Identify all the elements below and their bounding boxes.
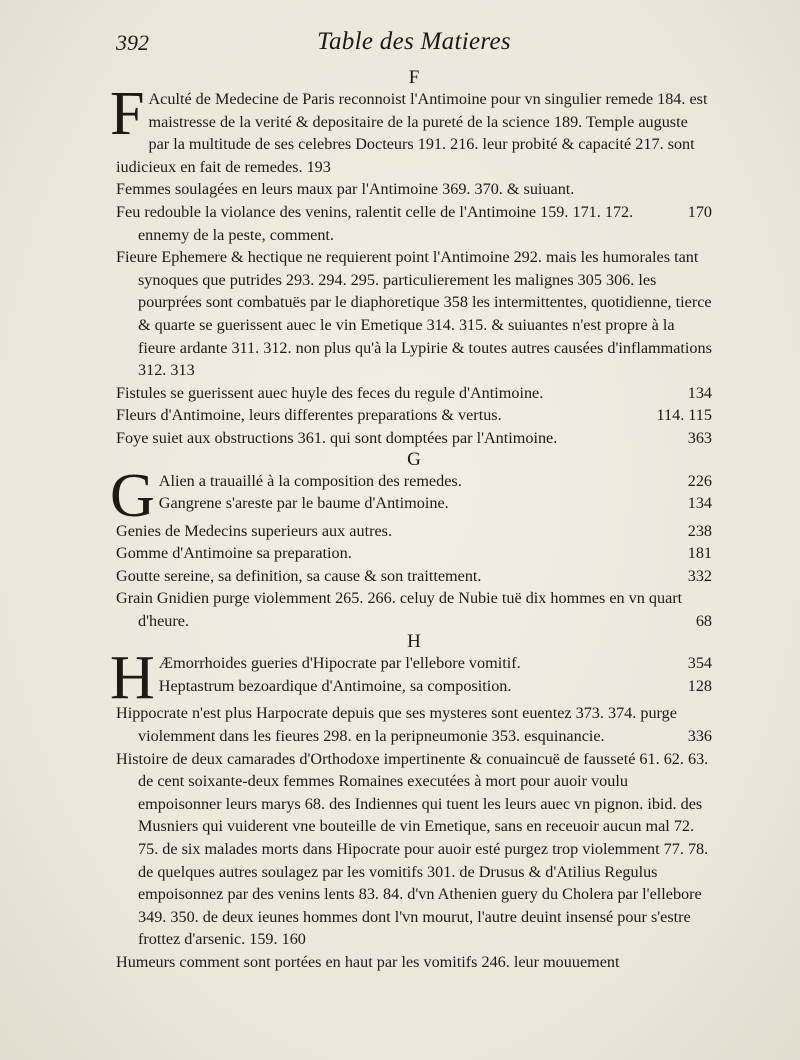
entry-line xyxy=(116,652,712,675)
index-entry xyxy=(110,644,712,713)
entry-text: Foye suiet aux obstructions 361. qui sont domptées par l'Antimoine. xyxy=(116,428,558,447)
section-letter-g: G xyxy=(407,448,421,470)
index-entry xyxy=(116,565,712,588)
entry-text: Alien a trauaillé à la composition des remedes. xyxy=(158,471,462,490)
drop-cap: G xyxy=(110,461,155,530)
entry-text: Histoire de deux camarades d'Orthodoxe impertinente & conuaincuë de fausseté 61. 62. 63. de cent soixante-deux femmes Romaines executées à mort pour auoir voulu empoisonner leurs marys 68. des Indiennes qui tuent les leurs auec vn pignon. ibid. des Musniers qui vuiderent vne bouteille de vin Emetique, sans en receuoir aucun mal 72. 75. de six malades morts dans Hipocrate pour auoir esté purgez trop violemment 77. 78. de quelques autres soulagez par les vomitifs 301. de Drusus & d'Atilius Regulus empoisonnez par des venins lents 83. 84. d'vn Athenien guery du Cholera par l'ellebore 349. 350. de deux ieunes hommes dont l'vn mourut, l'autre deuint insensé pour s'estre frottez d'arsenic. 159. 160 xyxy=(116,749,709,949)
entry-text: Femmes soulagées en leurs maux par l'Antimoine 369. 370. & suiuant. xyxy=(116,180,575,199)
page-reference: 170 xyxy=(687,202,712,221)
entry-text: Humeurs comment sont portées en haut par les vomitifs 246. leur mouuement xyxy=(116,953,620,971)
index-entry xyxy=(116,702,712,747)
page-reference: 363 xyxy=(687,428,712,447)
entry-text: Feu redouble la violance des venins, ralentit celle de l'Antimoine 159. 171. 172. ennemy de la peste, comment. xyxy=(116,202,634,244)
drop-cap: H xyxy=(110,644,155,713)
entry-text: Gomme d'Antimoine sa preparation. xyxy=(116,544,352,563)
page-reference: 226 xyxy=(687,471,712,490)
entry-text: Fieure Ephemere & hectique ne requierent point l'Antimoine 292. mais les humorales tant synoques que putrides 293. 294. 295. particulierement les malignes 305 306. les pourprées sont combatuës par le diaphoretique 358 les intermittentes, quotidienne, tierce & quarte se guerissent auec le vin Emetique 314. 315. & suiuantes n'est propre à la fieure ardante 311. 312. non plus qu'à la Lypirie & toutes autres causées d'inflammations 312. 313 xyxy=(116,248,712,380)
entry-text: Goutte sereine, sa definition, sa cause & son traittement. xyxy=(116,566,482,585)
index-entry xyxy=(110,80,712,178)
entry-text: Grain Gnidien purge violemment 265. 266. celuy de Nubie tuë dix hommes en vn quart d'heure. xyxy=(116,589,683,630)
page-reference: 114. 115 xyxy=(656,406,712,425)
drop-cap: F xyxy=(110,80,145,148)
page-reference: 128 xyxy=(687,677,712,696)
index-entry xyxy=(116,201,712,246)
page-reference: 336 xyxy=(687,727,712,746)
index-entry xyxy=(116,748,712,951)
page-reference: 238 xyxy=(687,521,712,540)
entry-line xyxy=(116,492,712,515)
entry-text: Fistules se guerissent auec huyle des feces du regule d'Antimoine. xyxy=(116,383,544,402)
page-reference: 68 xyxy=(695,611,712,630)
index-entry xyxy=(116,520,712,543)
section-letter-f: F xyxy=(408,67,420,88)
entry-text: Heptastrum bezoardique d'Antimoine, sa composition. xyxy=(158,677,512,696)
index-entry xyxy=(116,542,712,565)
page-reference: 134 xyxy=(687,383,712,402)
index-entry xyxy=(116,427,712,450)
page-reference: 332 xyxy=(687,566,712,585)
index-entry xyxy=(110,461,712,530)
entry-line xyxy=(116,675,712,698)
running-title: Table des Matieres xyxy=(317,28,511,55)
section-letter-h: H xyxy=(407,631,421,653)
entry-text: Fleurs d'Antimoine, leurs differentes preparations & vertus. xyxy=(116,406,502,425)
section-h xyxy=(110,631,712,973)
index-entry xyxy=(116,382,712,405)
page-reference: 354 xyxy=(687,654,712,673)
index-entry xyxy=(116,178,712,201)
entry-text: Æmorrhoides gueries d'Hipocrate par l'ellebore vomitif. xyxy=(158,654,521,673)
index-entry xyxy=(116,404,712,427)
page-header xyxy=(116,28,712,68)
entry-line xyxy=(116,470,712,493)
index-entry xyxy=(116,951,712,974)
page-number: 392 xyxy=(116,30,149,55)
entry-text: Genies de Medecins superieurs aux autres. xyxy=(116,521,392,540)
index-entry xyxy=(116,246,712,382)
entry-text: Hippocrate n'est plus Harpocrate depuis que ses mysteres sont euentez 373. 374. purge violemment dans les fieures 298. en la peripneumonie 353. esquinancie. xyxy=(116,704,677,746)
entry-text: Gangrene s'areste par le baume d'Antimoine. xyxy=(158,494,449,513)
index-entry xyxy=(116,587,712,632)
page-reference: 134 xyxy=(687,494,712,513)
section-g xyxy=(110,448,712,633)
entry-text: Aculté de Medecine de Paris reconnoist l'Antimoine pour vn singulier remede 184. est maistresse de la verité & depositaire de la pureté de la science 189. Temple auguste par la multitude de ses celebres Docteurs 191. 216. leur probité & capacité 217. sont iudicieux en fait de remedes. 193 xyxy=(116,90,708,176)
section-f xyxy=(110,67,712,450)
page-reference: 181 xyxy=(687,544,712,563)
